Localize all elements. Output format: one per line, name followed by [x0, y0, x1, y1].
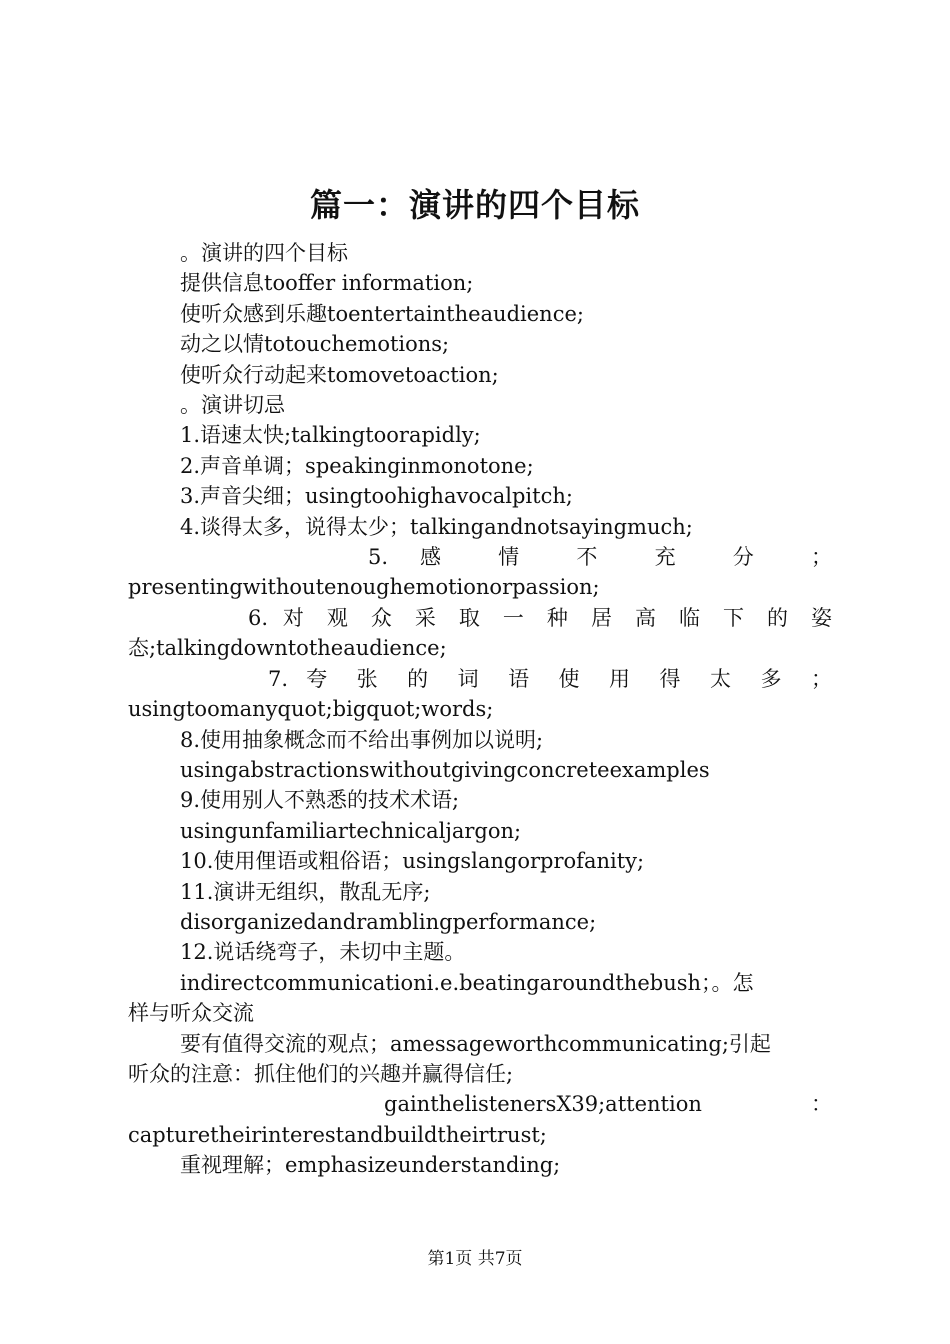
paragraph-line: 10.使用俚语或粗俗语；usingslangorprofanity; — [180, 849, 645, 874]
paragraph-line: 6. 对 观 众 采 取 一 种 居 高 临 下 的 姿 — [248, 605, 832, 630]
paragraph-line: 2.声音单调；speakinginmonotone; — [180, 453, 534, 478]
paragraph-line: 使听众感到乐趣toentertaintheaudience; — [180, 301, 584, 326]
paragraph-line: 1.语速太快;talkingtoorapidly; — [180, 423, 481, 448]
paragraph-line: 态;talkingdowntotheaudience; — [128, 636, 447, 661]
paragraph-line: 12.说话绕弯子，未切中主题。 — [180, 940, 466, 965]
page-footer: 第1页 共7页 — [427, 1249, 523, 1269]
paragraph-line: 11.演讲无组织，散乱无序; — [180, 879, 431, 904]
paragraph-line: 5. 感 情 不 充 分 ； — [368, 545, 832, 570]
paragraph-line: indirectcommunicationi.e.beatingaroundthebush；。怎 — [180, 970, 754, 995]
document-title: 篇一：演讲的四个目标 — [309, 186, 640, 224]
paragraph-line: 样与听众交流 — [128, 1001, 254, 1026]
paragraph-line: usingunfamiliartechnicaljargon; — [180, 818, 522, 843]
paragraph-line: 4.谈得太多，说得太少；talkingandnotsayingmuch; — [180, 514, 693, 539]
paragraph-line: 。演讲切忌 — [180, 393, 285, 418]
paragraph-line: 7. 夸 张 的 词 语 使 用 得 太 多 ； — [268, 666, 832, 691]
paragraph-line: 提供信息tooffer information; — [180, 271, 474, 296]
paragraph-line: 9.使用别人不熟悉的技术术语; — [180, 788, 460, 813]
paragraph-line: 听众的注意：抓住他们的兴趣并赢得信任; — [128, 1061, 514, 1086]
paragraph-line: usingabstractionswithoutgivingconcreteexamples — [180, 757, 710, 782]
document-body — [128, 238, 832, 1181]
paragraph-line: capturetheirinterestandbuildtheirtrust; — [128, 1122, 547, 1147]
paragraph-line: 要有值得交流的观点；amessageworthcommunicating;引起 — [180, 1031, 771, 1056]
paragraph-line: presentingwithoutenoughemotionorpassion; — [128, 575, 600, 600]
paragraph-line: 动之以情totouchemotions; — [180, 332, 450, 357]
paragraph-line: 。演讲的四个目标 — [180, 241, 348, 265]
paragraph-line: usingtoomanyquot;bigquot;words; — [128, 697, 494, 722]
paragraph-line: 8.使用抽象概念而不给出事例加以说明; — [180, 727, 544, 752]
paragraph-line: gainthelistenersX39;attention ： — [384, 1092, 832, 1117]
paragraph-line: 重视理解；emphasizeunderstanding; — [180, 1153, 561, 1178]
paragraph-line: 3.声音尖细；usingtoohighavocalpitch; — [180, 484, 573, 509]
paragraph-line: 使听众行动起来tomovetoaction; — [180, 362, 499, 387]
paragraph-line: disorganizedandramblingperformance; — [180, 909, 597, 934]
